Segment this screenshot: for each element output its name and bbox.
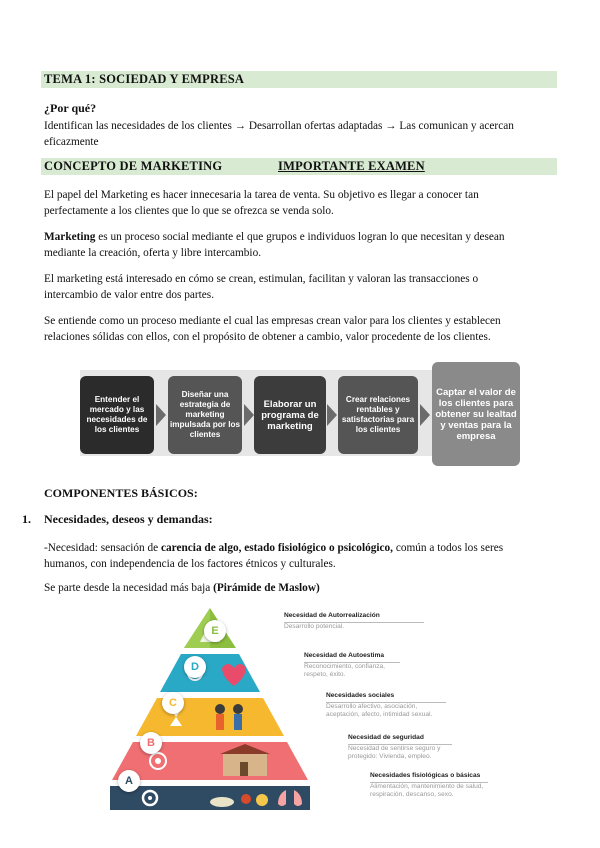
food-plate-icon bbox=[210, 797, 234, 807]
house-door bbox=[240, 762, 248, 776]
important-exam-label: IMPORTANTE EXAMEN bbox=[278, 159, 425, 173]
concept-heading: CONCEPTO DE MARKETING bbox=[44, 159, 223, 173]
person-body-1 bbox=[216, 714, 224, 730]
pyramid-label-d-desc: Reconocimiento, confianza, respeto, éxito. bbox=[304, 662, 400, 680]
need-bold-text: carencia de algo, estado fisiológico o psicológico, bbox=[161, 542, 393, 554]
why-heading: ¿Por qué? bbox=[44, 101, 97, 115]
list-number-1: 1. bbox=[22, 512, 31, 526]
person-icon-2 bbox=[233, 704, 243, 714]
food-icon bbox=[241, 794, 251, 804]
pyramid-level-c bbox=[136, 698, 284, 736]
pyramid-label-e-desc: Desarrollo potencial. bbox=[284, 622, 424, 632]
paragraph-4-line-2: relaciones sólidas con ellos, con el propósito de obtener a cambio, valor procedente de los clientes. bbox=[44, 331, 491, 343]
pyramid-label-e bbox=[284, 612, 424, 631]
needs-title: Necesidades, deseos y demandas: bbox=[44, 512, 213, 526]
components-heading: COMPONENTES BÁSICOS: bbox=[44, 486, 198, 500]
pyramid-letter-d: D bbox=[184, 656, 206, 678]
pyramid-label-a-title: Necesidades fisiológicas o básicas bbox=[370, 772, 481, 779]
need-text-1: -Necesidad: sensación de bbox=[44, 542, 162, 554]
paragraph-3-line-1: El marketing está interesado en cómo se crean, estimulan, facilitan y valoran las transacciones o bbox=[44, 273, 479, 285]
process-step-4: Crear relaciones rentables y satisfactorias para los clientes bbox=[338, 376, 418, 454]
process-step-2: Diseñar una estrategia de marketing impulsada por los clientes bbox=[168, 376, 242, 454]
gear-center bbox=[148, 796, 152, 800]
pyramid-letter-b: B bbox=[140, 732, 162, 754]
pyramid-label-e-title: Necesidad de Autorrealización bbox=[284, 612, 380, 619]
bread-icon bbox=[256, 794, 268, 806]
maslow-line bbox=[44, 579, 559, 597]
why-line-1: Identifican las necesidades de los clientes → Desarrollan ofertas adaptadas → Las comunican y acercan bbox=[44, 120, 514, 132]
person-icon-1 bbox=[215, 704, 225, 714]
pyramid-label-a bbox=[370, 772, 488, 800]
pyramid-label-c bbox=[326, 692, 446, 720]
process-arrow-4 bbox=[420, 404, 430, 426]
pyramid-letter-a: A bbox=[118, 770, 140, 792]
pyramid-label-d bbox=[304, 652, 400, 680]
pyramid-label-c-desc: Desarrollo afectivo, asociación, aceptación, afecto, intimidad sexual. bbox=[326, 702, 446, 720]
pyramid-label-a-desc: Alimentación, mantenimiento de salud, respiración, descanso, sexo. bbox=[370, 782, 488, 800]
process-step-5: Captar el valor de los clientes para obtener su lealtad y ventas para la empresa bbox=[432, 362, 520, 466]
pyramid-label-b-title: Necesidad de seguridad bbox=[348, 734, 424, 741]
why-line-2: eficazmente bbox=[44, 136, 99, 148]
need-line-2: humanos, con independencia de los factores étnicos y culturales. bbox=[44, 558, 336, 570]
page-title: TEMA 1: SOCIEDAD Y EMPRESA bbox=[44, 72, 245, 86]
paragraph-4-line-1: Se entiende como un proceso mediante el cual las empresas crean valor para los clientes y establecen bbox=[44, 315, 501, 327]
paragraph-1-line-1: El papel del Marketing es hacer innecesaria la tarea de venta. Su objetivo es llegar a conocer tan bbox=[44, 189, 479, 201]
process-step-1: Entender el mercado y las necesidades de los clientes bbox=[80, 376, 154, 454]
pyramid-letter-c: C bbox=[162, 692, 184, 714]
paragraph-1-line-2: perfectamente a los clientes que lo que se ofrezca se venda solo. bbox=[44, 205, 334, 217]
pyramid-label-d-title: Necesidad de Autoestima bbox=[304, 652, 385, 659]
process-arrow-3 bbox=[327, 404, 337, 426]
process-arrow-1 bbox=[156, 404, 166, 426]
maslow-bold-text: (Pirámide de Maslow) bbox=[213, 582, 320, 594]
paragraph-2-line-2: mediante la creación, oferta y libre intercambio. bbox=[44, 247, 262, 259]
paragraph-2-text: es un proceso social mediante el que grupos e individuos logran lo que necesitan y desean bbox=[95, 231, 505, 243]
target-center bbox=[155, 758, 161, 764]
maslow-text: Se parte desde la necesidad más baja bbox=[44, 582, 214, 594]
need-text-2: común a todos los seres bbox=[393, 542, 504, 554]
pyramid-label-b bbox=[348, 734, 452, 762]
process-step-3: Elaborar un programa de marketing bbox=[254, 376, 326, 454]
pyramid-label-b-desc: Necesidad de sentirse seguro y protegido: Vivienda, empleo. bbox=[348, 744, 452, 762]
marketing-term: Marketing bbox=[44, 231, 96, 243]
person-body-2 bbox=[234, 714, 242, 730]
pyramid-label-c-title: Necesidades sociales bbox=[326, 692, 395, 699]
process-arrow-2 bbox=[244, 404, 254, 426]
pyramid-letter-e: E bbox=[204, 620, 226, 642]
paragraph-3-line-2: intercambio de valor entre dos partes. bbox=[44, 289, 215, 301]
